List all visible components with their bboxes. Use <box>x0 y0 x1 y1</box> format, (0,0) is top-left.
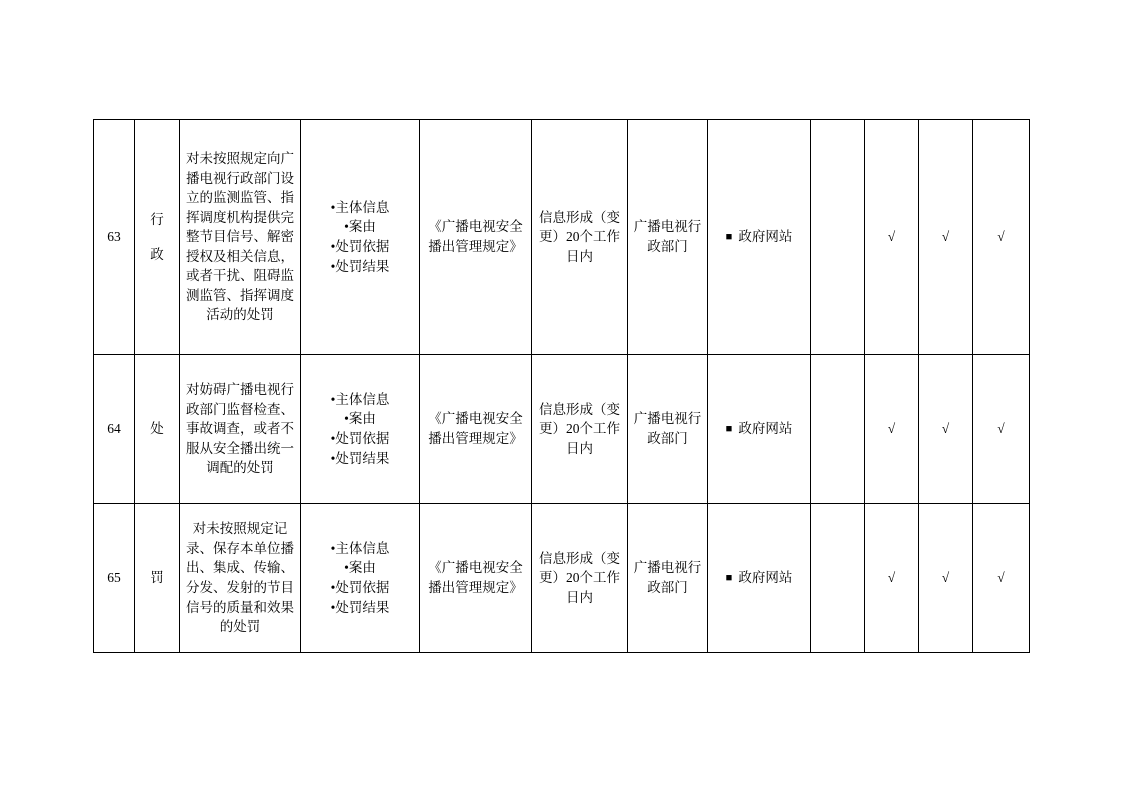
channel-label: 政府网站 <box>738 570 793 586</box>
check-mark-cell: √ <box>919 120 973 355</box>
check-mark-cell <box>811 355 865 504</box>
disclosure-content <box>301 120 420 355</box>
content-line: •处罚结果 <box>330 258 390 274</box>
row-number: 65 <box>94 504 135 653</box>
content-line: •处罚结果 <box>330 599 390 615</box>
channel-label: 政府网站 <box>738 229 793 245</box>
content-line: •处罚依据 <box>330 431 390 446</box>
row-number: 64 <box>94 355 135 504</box>
check-mark-cell: √ <box>865 504 919 653</box>
content-line: •主体信息 <box>330 540 390 556</box>
disclosure-time-limit: 信息形成（变更）20个工作日内 <box>532 355 628 504</box>
disclosure-basis: 《广播电视安全播出管理规定》 <box>420 120 532 355</box>
row-type-label <box>135 120 180 355</box>
disclosure-channel <box>708 120 811 355</box>
content-line: •案由 <box>344 219 376 235</box>
public-disclosure-table <box>93 119 1030 653</box>
row-type-label: 罚 <box>135 504 180 653</box>
row-type-label: 处 <box>135 355 180 504</box>
disclosure-content <box>301 355 420 504</box>
responsible-department: 广播电视行政部门 <box>628 504 708 653</box>
check-mark-cell <box>811 120 865 355</box>
disclosure-channel <box>708 355 811 504</box>
content-line: •案由 <box>344 411 376 427</box>
item-name: 对未按照规定向广播电视行政部门设立的监测监管、指挥调度机构提供完整节目信号、解密授权及相关信息，或者干扰、阻碍监测监管、指挥调度活动的处罚 <box>180 120 301 355</box>
check-mark-cell: √ <box>919 355 973 504</box>
check-mark-cell: √ <box>919 504 973 653</box>
disclosure-basis: 《广播电视安全播出管理规定》 <box>420 504 532 653</box>
content-line: •主体信息 <box>330 199 390 215</box>
responsible-department: 广播电视行政部门 <box>628 355 708 504</box>
content-line: •主体信息 <box>330 391 390 407</box>
disclosure-channel <box>708 504 811 653</box>
row-number: 63 <box>94 120 135 355</box>
item-name: 对未按照规定记录、保存本单位播出、集成、传输、分发、发射的节目信号的质量和效果的处罚 <box>180 504 301 653</box>
type-char-1: 行 <box>150 211 164 227</box>
filled-square-icon: ■ <box>725 572 733 585</box>
disclosure-basis: 《广播电视安全播出管理规定》 <box>420 355 532 504</box>
check-mark-cell: √ <box>973 504 1030 653</box>
content-line: •处罚依据 <box>330 580 390 595</box>
table-row <box>94 120 1030 355</box>
table-row <box>94 504 1030 653</box>
check-mark-cell: √ <box>865 355 919 504</box>
filled-square-icon: ■ <box>725 423 733 436</box>
table-row <box>94 355 1030 504</box>
check-mark-cell: √ <box>865 120 919 355</box>
disclosure-content <box>301 504 420 653</box>
disclosure-time-limit: 信息形成（变更）20个工作日内 <box>532 504 628 653</box>
content-line: •处罚结果 <box>330 450 390 466</box>
item-name: 对妨碍广播电视行政部门监督检查、事故调查，或者不服从安全播出统一调配的处罚 <box>180 355 301 504</box>
channel-label: 政府网站 <box>738 421 793 437</box>
disclosure-time-limit: 信息形成（变更）20个工作日内 <box>532 120 628 355</box>
filled-square-icon: ■ <box>725 231 733 244</box>
check-mark-cell: √ <box>973 120 1030 355</box>
content-line: •案由 <box>344 560 376 576</box>
content-line: •处罚依据 <box>330 239 390 254</box>
responsible-department: 广播电视行政部门 <box>628 120 708 355</box>
check-mark-cell <box>811 504 865 653</box>
type-char-2: 政 <box>150 247 164 262</box>
check-mark-cell: √ <box>973 355 1030 504</box>
